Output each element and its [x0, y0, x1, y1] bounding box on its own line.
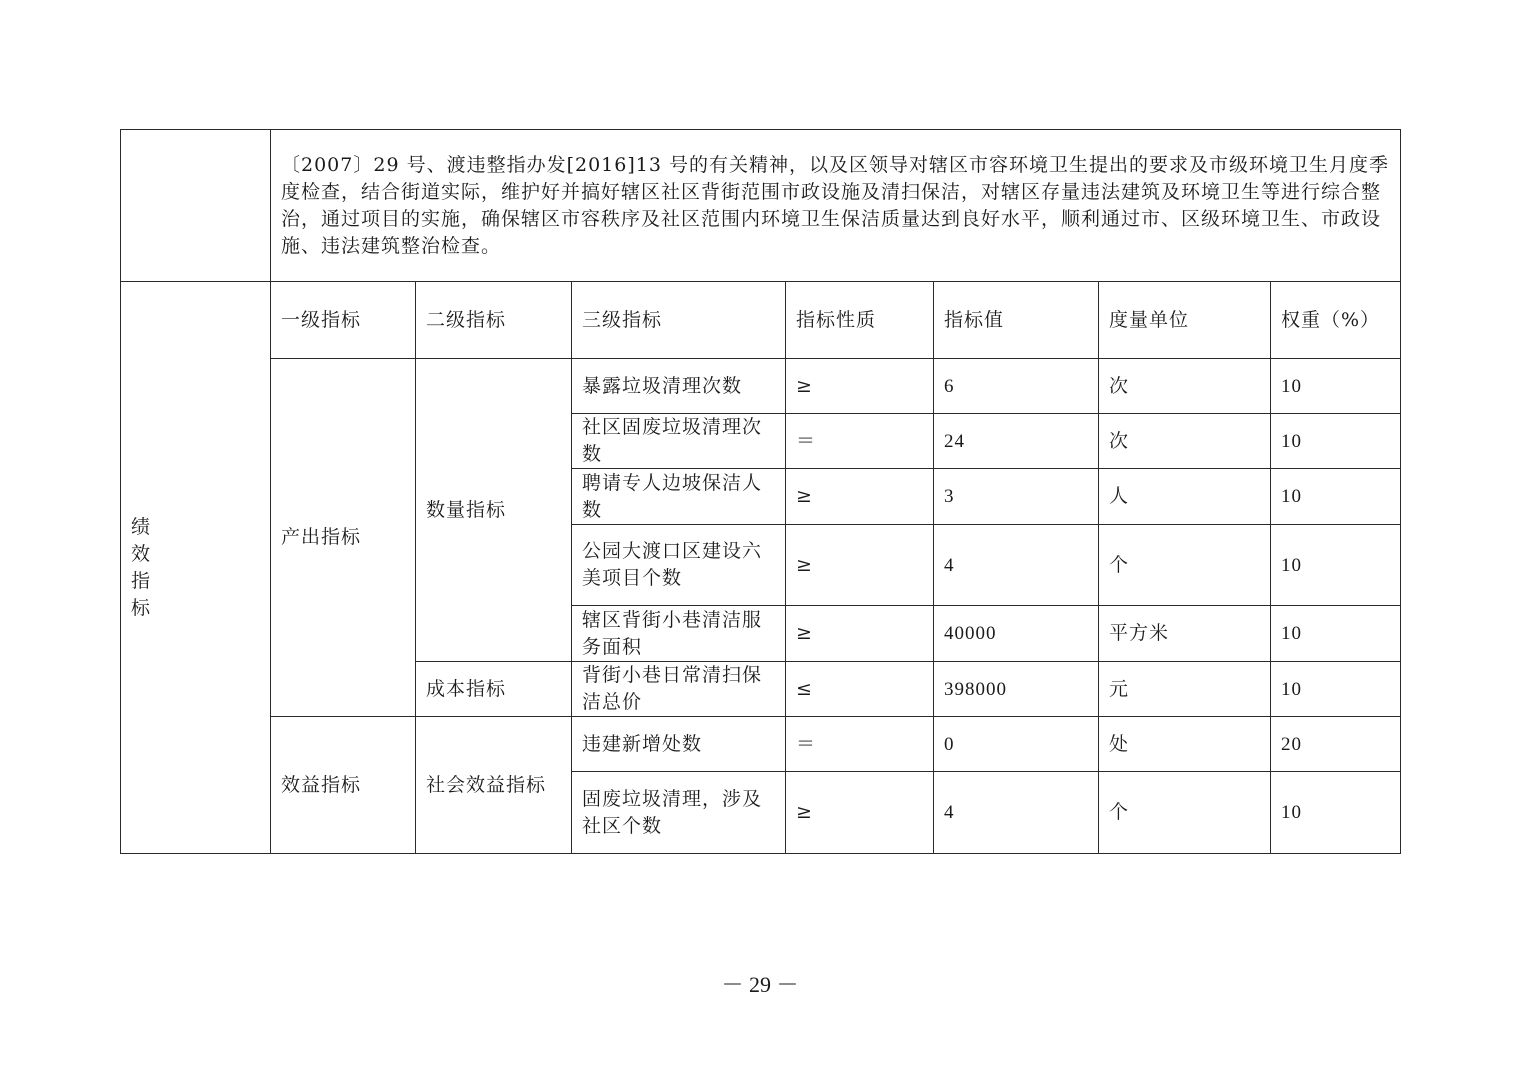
- indicator-unit: 个: [1099, 772, 1271, 854]
- indicator-weight: 10: [1271, 414, 1401, 469]
- group-output: 产出指标: [271, 359, 416, 717]
- header-nature: 指标性质: [786, 282, 934, 359]
- header-level2: 二级指标: [416, 282, 572, 359]
- indicator-unit: 元: [1099, 662, 1271, 717]
- indicator-unit: 人: [1099, 469, 1271, 525]
- indicator-value: 398000: [934, 662, 1099, 717]
- indicator-nature: ≥: [786, 772, 934, 854]
- indicator-name: 违建新增处数: [572, 717, 786, 772]
- intro-label-cell: [121, 130, 271, 282]
- indicator-nature: ＝: [786, 414, 934, 469]
- indicator-nature: ≤: [786, 662, 934, 717]
- header-level1: 一级指标: [271, 282, 416, 359]
- header-value: 指标值: [934, 282, 1099, 359]
- indicator-weight: 10: [1271, 359, 1401, 414]
- indicator-name: 辖区背街小巷清洁服务面积: [572, 606, 786, 662]
- indicator-weight: 10: [1271, 662, 1401, 717]
- intro-text: 〔2007〕29 号、渡违整指办发[2016]13 号的有关精神，以及区领导对辖区市容环境卫生提出的要求及市级环境卫生月度季度检查，结合街道实际，维护好并搞好辖区社区背街范围市政设施及清扫保洁，对辖区存量违法建筑及环境卫生等进行综合整治，通过项目的实施，确保辖区市容秩序及社区范围内环境卫生保洁质量达到良好水平，顺利通过市、区级环境卫生、市政设施、违法建筑整治检查。: [271, 130, 1401, 282]
- indicator-nature: ＝: [786, 717, 934, 772]
- indicator-unit: 平方米: [1099, 606, 1271, 662]
- table-row: [121, 717, 1401, 772]
- indicator-value: 40000: [934, 606, 1099, 662]
- indicator-value: 24: [934, 414, 1099, 469]
- group-benefit: 效益指标: [271, 717, 416, 854]
- indicator-name: 固废垃圾清理，涉及社区个数: [572, 772, 786, 854]
- indicator-value: 6: [934, 359, 1099, 414]
- indicator-name: 聘请专人边坡保洁人数: [572, 469, 786, 525]
- header-level3: 三级指标: [572, 282, 786, 359]
- indicator-weight: 20: [1271, 717, 1401, 772]
- indicator-name: 暴露垃圾清理次数: [572, 359, 786, 414]
- indicator-value: 4: [934, 525, 1099, 606]
- indicator-value: 0: [934, 717, 1099, 772]
- indicator-name: 背街小巷日常清扫保洁总价: [572, 662, 786, 717]
- table-row: [121, 359, 1401, 414]
- section-label-char: 指: [131, 569, 152, 592]
- indicator-value: 4: [934, 772, 1099, 854]
- intro-row: [121, 130, 1401, 282]
- group-social: 社会效益指标: [416, 717, 572, 854]
- indicator-name: 公园大渡口区建设六美项目个数: [572, 525, 786, 606]
- indicator-nature: ≥: [786, 606, 934, 662]
- indicator-unit: 次: [1099, 359, 1271, 414]
- indicator-unit: 次: [1099, 414, 1271, 469]
- header-unit: 度量单位: [1099, 282, 1271, 359]
- group-cost: 成本指标: [416, 662, 572, 717]
- indicator-unit: 个: [1099, 525, 1271, 606]
- indicator-nature: ≥: [786, 359, 934, 414]
- indicator-weight: 10: [1271, 772, 1401, 854]
- section-label-char: 效: [131, 542, 152, 565]
- header-weight: 权重（%）: [1271, 282, 1401, 359]
- section-label-char: 绩: [131, 515, 152, 538]
- performance-table: [120, 129, 1401, 854]
- section-label-char: 标: [131, 596, 152, 619]
- indicator-unit: 处: [1099, 717, 1271, 772]
- page-number: － 29 －: [721, 972, 799, 997]
- group-quantity: 数量指标: [416, 359, 572, 662]
- header-row: [121, 282, 1401, 359]
- indicator-weight: 10: [1271, 525, 1401, 606]
- indicator-name: 社区固废垃圾清理次数: [572, 414, 786, 469]
- indicator-value: 3: [934, 469, 1099, 525]
- indicator-nature: ≥: [786, 469, 934, 525]
- indicator-weight: 10: [1271, 606, 1401, 662]
- indicator-nature: ≥: [786, 525, 934, 606]
- section-label: [121, 282, 271, 854]
- indicator-weight: 10: [1271, 469, 1401, 525]
